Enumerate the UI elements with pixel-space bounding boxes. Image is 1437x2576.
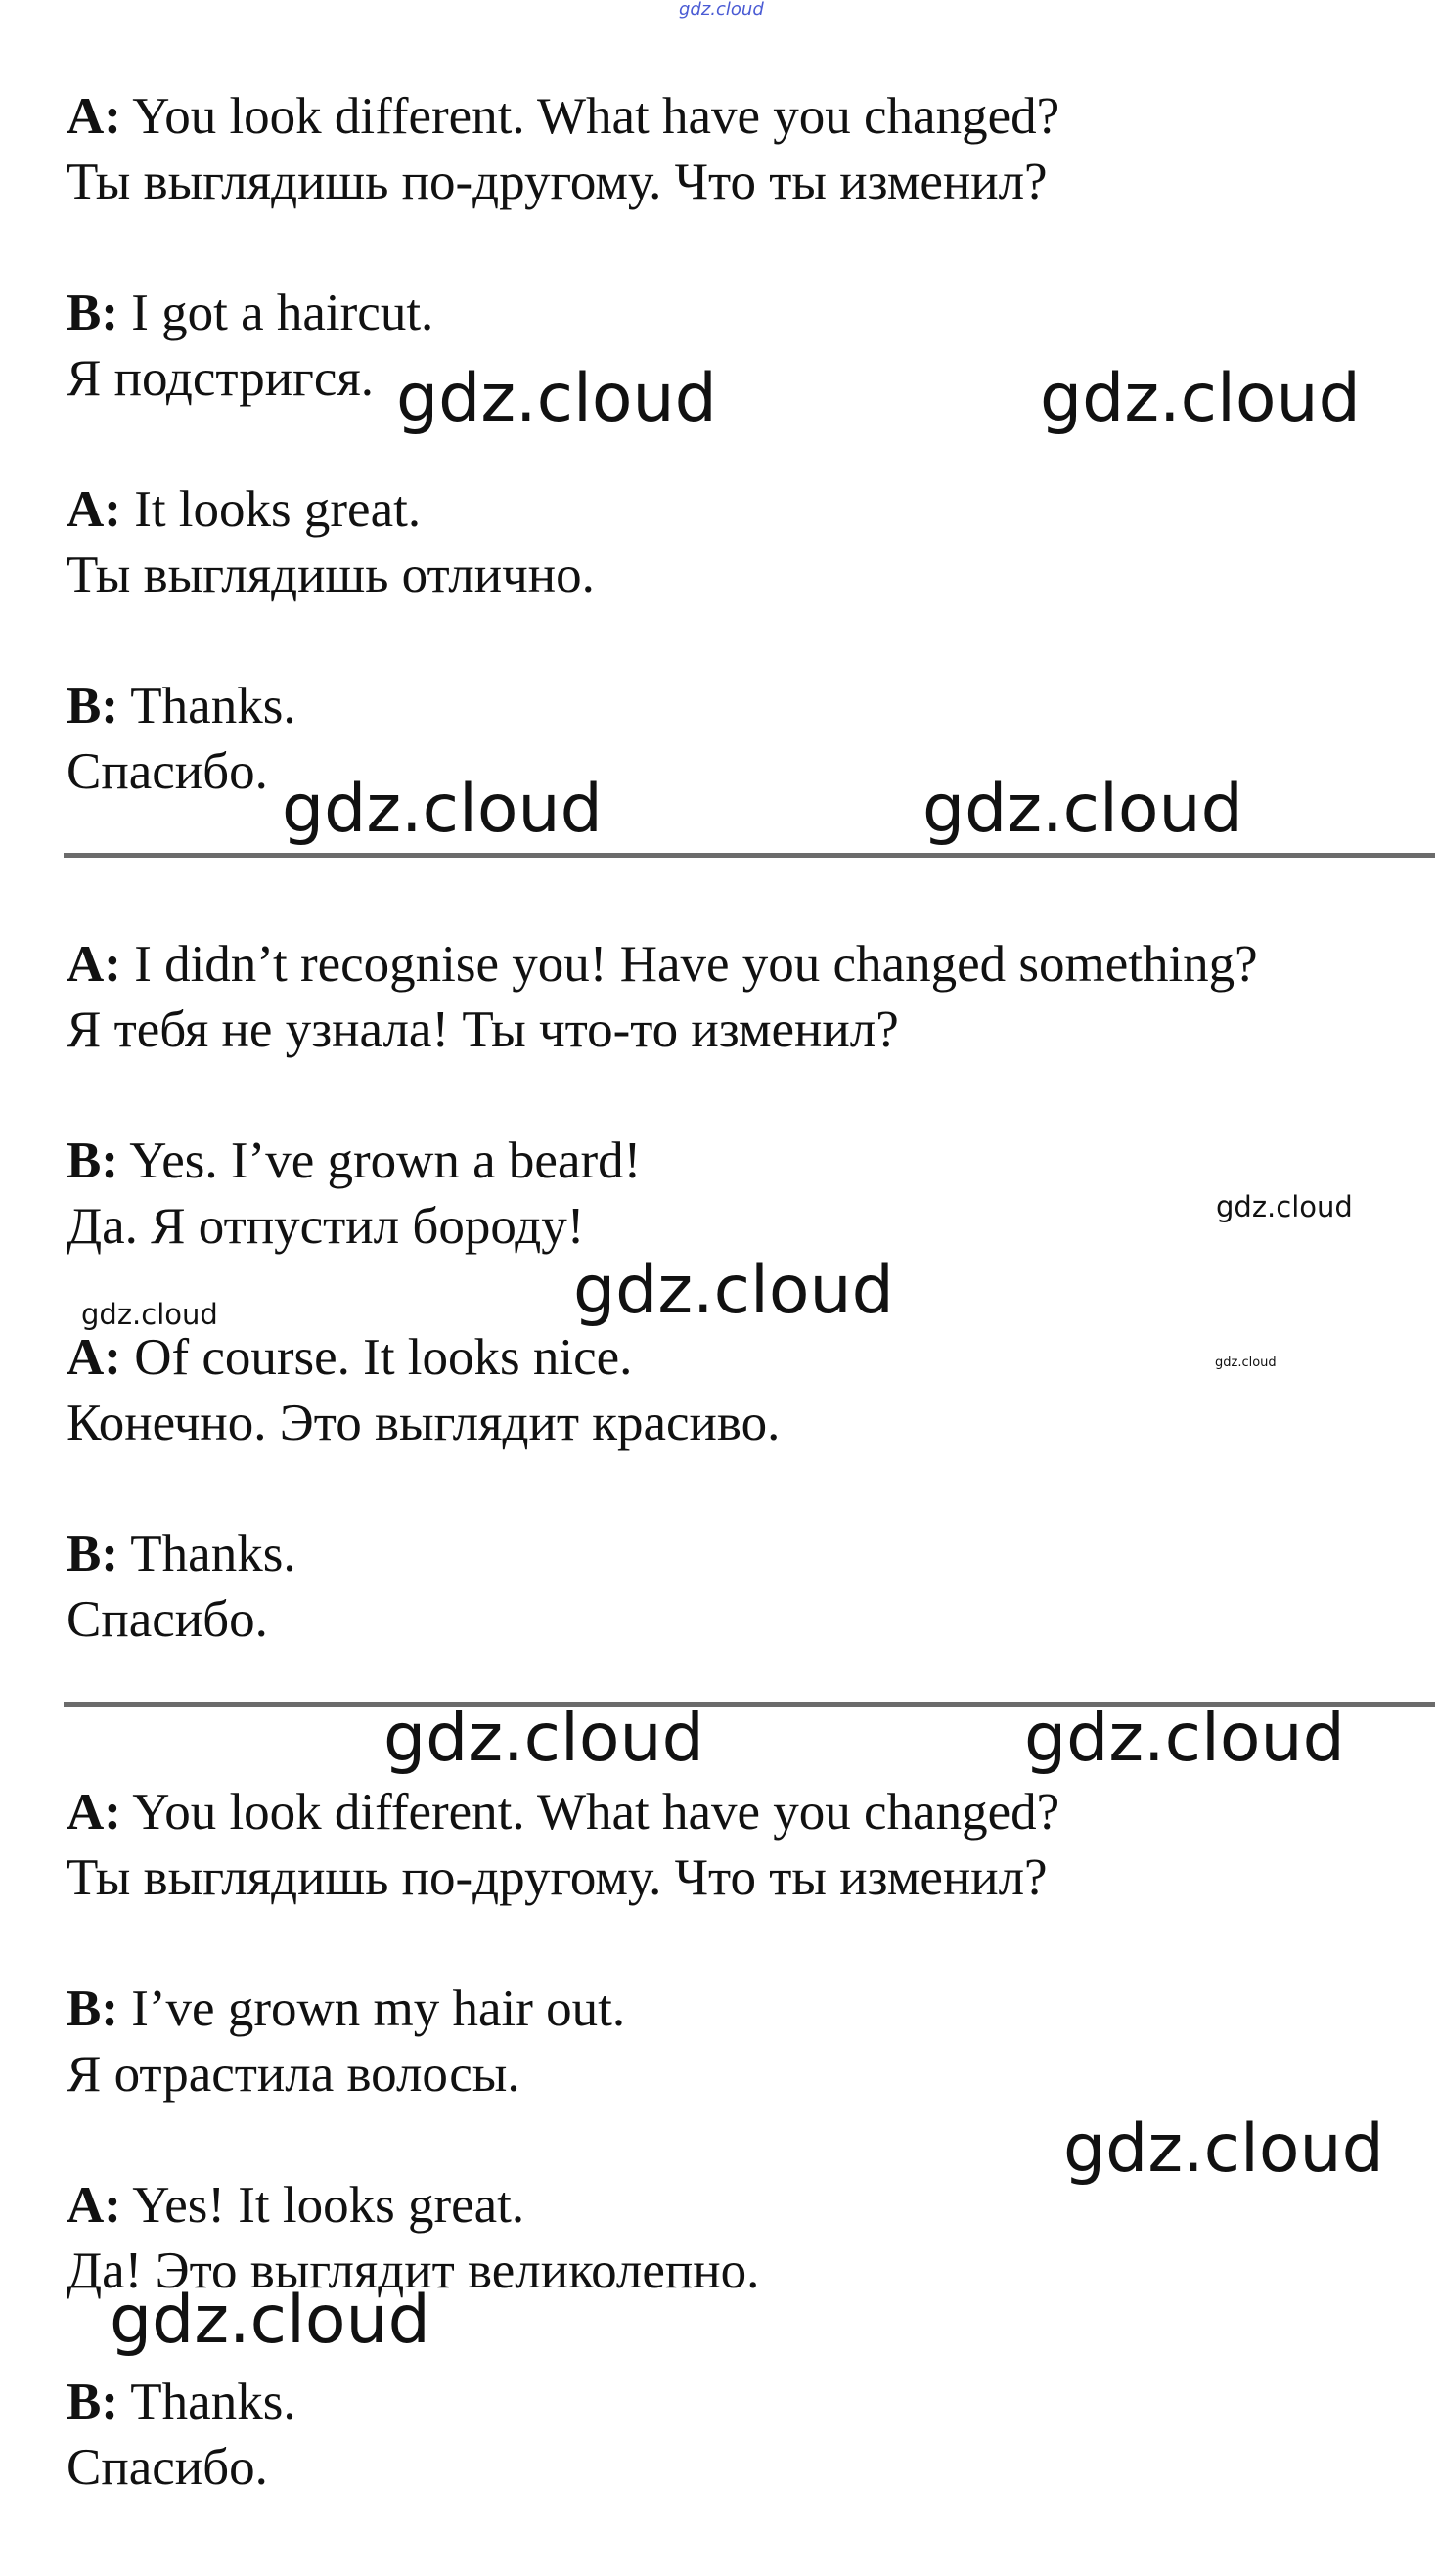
speaker-label: B: bbox=[67, 1980, 118, 2037]
dialogue-2-turn-4-ru: Спасибо. bbox=[67, 1591, 268, 1648]
dialogue-3-turn-3-en bbox=[67, 2175, 524, 2236]
dialogue-2-turn-3-en bbox=[67, 1327, 632, 1388]
dialogue-2-turn-1-en bbox=[67, 934, 1258, 995]
dialogue-2-turn-4-en bbox=[67, 1524, 296, 1584]
speaker-label: B: bbox=[67, 285, 118, 341]
dialogue-1-turn-1-en bbox=[67, 86, 1059, 147]
dialogue-1-turn-4-ru: Спасибо. bbox=[67, 743, 268, 800]
dialogue-1-turn-2-en bbox=[67, 283, 433, 343]
header-watermark: gdz.cloud bbox=[679, 0, 764, 20]
dialogue-1-turn-1-ru: Ты выглядишь по-другому. Что ты изменил? bbox=[67, 154, 1048, 210]
dialogue-3-turn-1-en bbox=[67, 1782, 1059, 1843]
english-line: Thanks. bbox=[118, 1526, 296, 1582]
speaker-label: A: bbox=[67, 1329, 121, 1386]
dialogue-3-turn-4-ru: Спасибо. bbox=[67, 2439, 268, 2496]
watermark: gdz.cloud bbox=[110, 2282, 430, 2359]
speaker-label: B: bbox=[67, 1133, 118, 1189]
dialogue-1-turn-3-en bbox=[67, 479, 421, 540]
english-line: Yes! It looks great. bbox=[120, 2177, 525, 2234]
watermark: gdz.cloud bbox=[81, 1298, 218, 1331]
dialogue-1-turn-2-ru: Я подстригся. bbox=[67, 350, 374, 407]
watermark: gdz.cloud bbox=[1215, 1355, 1277, 1370]
dialogue-3-turn-1-ru: Ты выглядишь по-другому. Что ты изменил? bbox=[67, 1849, 1048, 1906]
speaker-label: B: bbox=[67, 2374, 118, 2430]
english-line: Of course. It looks nice. bbox=[120, 1329, 633, 1386]
dialogue-2-turn-1-ru: Я тебя не узнала! Ты что-то изменил? bbox=[67, 1001, 899, 1058]
watermark: gdz.cloud bbox=[1063, 2110, 1384, 2188]
dialogue-3-turn-3-ru: Да! Это выглядит великолепно. bbox=[67, 2243, 760, 2299]
dialogue-2-turn-2-en bbox=[67, 1131, 641, 1191]
english-line: It looks great. bbox=[120, 481, 422, 538]
english-line: I got a haircut. bbox=[118, 285, 434, 341]
watermark: gdz.cloud bbox=[396, 360, 717, 437]
dialogue-3-turn-2-ru: Я отрастила волосы. bbox=[67, 2046, 520, 2103]
dialogue-1-turn-4-en bbox=[67, 676, 296, 736]
english-line: Thanks. bbox=[118, 678, 296, 734]
dialogue-2-turn-2-ru: Да. Я отпустил бороду! bbox=[67, 1198, 585, 1255]
speaker-label: A: bbox=[67, 2177, 121, 2234]
section-divider bbox=[64, 853, 1435, 858]
watermark: gdz.cloud bbox=[1040, 360, 1361, 437]
speaker-label: A: bbox=[67, 936, 121, 993]
dialogue-2-turn-3-ru: Конечно. Это выглядит красиво. bbox=[67, 1395, 781, 1451]
watermark: gdz.cloud bbox=[1216, 1190, 1353, 1223]
speaker-label: A: bbox=[67, 88, 121, 145]
speaker-label: B: bbox=[67, 1526, 118, 1582]
watermark: gdz.cloud bbox=[282, 771, 603, 848]
watermark: gdz.cloud bbox=[1024, 1700, 1345, 1777]
english-line: I didn’t recognise you! Have you changed something? bbox=[120, 936, 1258, 993]
dialogue-3-turn-2-en bbox=[67, 1978, 625, 2039]
speaker-label: B: bbox=[67, 678, 118, 734]
english-line: I’ve grown my hair out. bbox=[118, 1980, 626, 2037]
english-line: Yes. I’ve grown a beard! bbox=[118, 1133, 642, 1189]
watermark: gdz.cloud bbox=[383, 1700, 704, 1777]
speaker-label: A: bbox=[67, 481, 121, 538]
english-line: Thanks. bbox=[118, 2374, 296, 2430]
english-line: You look different. What have you changed? bbox=[120, 1784, 1060, 1841]
dialogue-3-turn-4-en bbox=[67, 2372, 296, 2432]
watermark: gdz.cloud bbox=[922, 771, 1243, 848]
watermark: gdz.cloud bbox=[573, 1252, 894, 1329]
english-line: You look different. What have you changed? bbox=[120, 88, 1060, 145]
dialogue-1-turn-3-ru: Ты выглядишь отлично. bbox=[67, 547, 595, 603]
speaker-label: A: bbox=[67, 1784, 121, 1841]
